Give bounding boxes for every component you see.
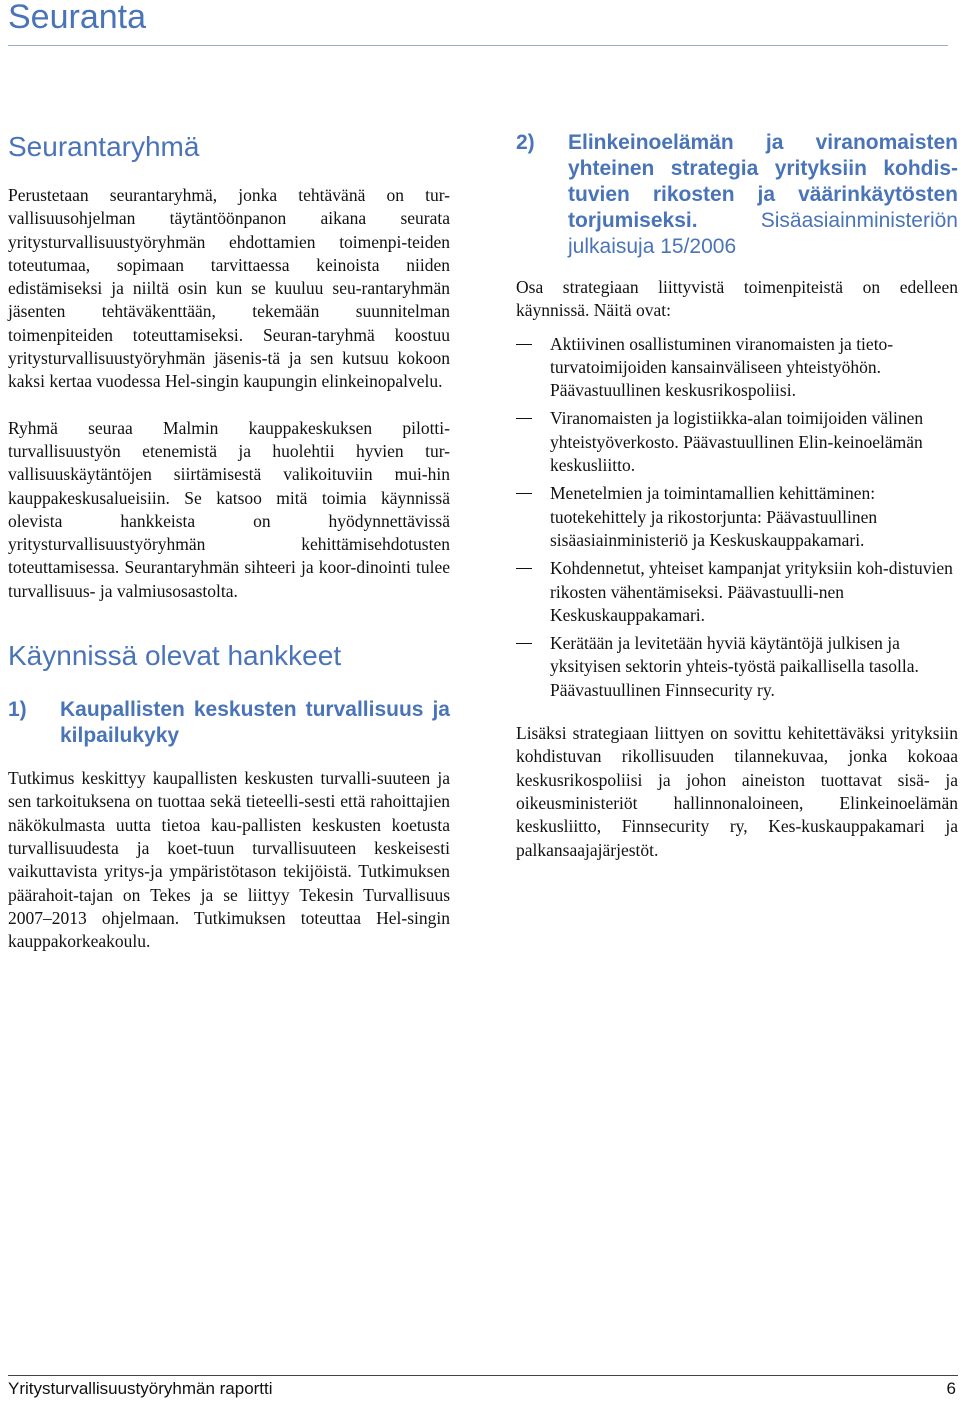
section-title-seurantaryhma: Seurantaryhmä [8,131,200,162]
subheading-title: Kaupallisten keskusten turvallisuus ja kilpailukyky [60,698,450,748]
paragraph-seurantaryhma-1: Perustetaan seurantaryhmä, jonka tehtävänä on tur-vallisuusohjelman täytäntöönpanon aikana seurata yritysturvallisuustyöryhmän ehdottamien toimenpi-teiden toteutumaa, sopimaan tarvittaessa keinoista niiden edistämiseksi ja niiltä osin kun se kuuluu seu-rantaryhmän jäsenten tehtäväkenttään, tekemään suunnitelman toimenpiteiden toteuttamiseksi. Seuran-taryhmä koostuu yritysturvallisuustyöryhmän jäsenis-tä ja sen kutsuu kokoon kaksi kertaa vuodessa Hel-singin kaupungin elinkeinopalvelu. [8,185,450,392]
paragraph-strategy-intro: Osa strategiaan liittyvistä toimenpiteistä on edelleen käynnissä. Näitä ovat: [516,277,958,321]
subheading-number: 1) [8,698,27,722]
subheading-project-2 [516,130,958,260]
footer-page-number: 6 [946,1379,956,1398]
section-title-kaynnissa: Käynnissä olevat hankkeet [8,640,342,672]
list-item: Kohdennetut, yhteiset kampanjat yrityksiin koh-distuvien rikosten vähentämiseksi. Päävastuulli-nen Keskuskauppakamari. [516,557,958,627]
dash-bullet-icon [516,493,532,494]
list-item: Viranomaisten ja logistiikka-alan toimijoiden välinen yhteistyöverkosto. Päävastuullinen Elin-keinoelämän keskusliitto. [516,407,958,477]
dash-bullet-icon [516,344,532,345]
paragraph-strategy-outro: Lisäksi strategiaan liittyen on sovittu kehitettäväksi yrityksiin kohdistuvan rikollisuuden tilannekuvaa, jonka kokoaa keskusrikospoliisi ja johon aineiston tuottavat sisä- ja oikeusministeriöt hallinnonaloineen, Elinkeinoelämän keskusliitto, Finnsecurity ry, Kes-kuskauppakamari ja palkansaajajärjestöt. [516,723,958,860]
dash-bullet-icon [516,418,532,419]
paragraph-project-1: Tutkimus keskittyy kaupallisten keskusten turvalli-suuteen ja sen tarkoituksena on tuottaa sekä tieteelli-sesti että rahoittajien näkökulmasta uutta tietoa kau-pallisten keskusten koetusta turvallisuudesta ja koet-tuun turvallisuuteen keskeisesti vaikuttavista yritys-ja ympäristötason tekijöistä. Tutkimuksen päärahoit-tajan on Tekes ja se liittyy Tekesin Turvallisuus 2007–2013 ohjelmaan. Tutkimuksen toteuttaa Hel-singin kauppakorkeakoulu. [8,768,450,952]
list-item: Menetelmien ja toimintamallien kehittäminen: tuotekehittely ja rikostorjunta: Päävastuullinen sisäasiainministeriö ja Keskuskauppakamari. [516,482,958,552]
dash-bullet-icon [516,568,532,569]
subheading-title-block [568,130,958,260]
dash-bullet-icon [516,643,532,644]
measures-list [516,333,958,702]
subheading-project-1 [8,697,450,749]
list-item: Kerätään ja levitetään hyviä käytäntöjä julkisen ja yksityisen sektorin yhteis-työstä paikallisella tasolla. Päävastuullinen Finnsecurity ry. [516,632,958,702]
list-item: Aktiivinen osallistuminen viranomaisten ja tieto-turvatoimijoiden kansainväliseen yhteistyöhön. Päävastuullinen keskusrikospoliisi. [516,333,958,403]
right-column [516,130,958,862]
subheading-number: 2) [516,131,535,154]
header-divider [8,45,948,46]
footer-divider [8,1375,958,1376]
subheading-title: Elinkeinoelämän ja viranomaisten yhteinen strategia yrityksiin kohdis-tuvien rikosten ja väärinkäytösten torjumiseksi. [568,131,958,232]
page-header-title: Seuranta [8,0,146,36]
left-column [8,130,450,953]
footer-report-name: Yritysturvallisuustyöryhmän raportti [8,1379,273,1398]
paragraph-seurantaryhma-2: Ryhmä seuraa Malmin kauppakeskuksen pilotti-turvallisuustyön etenemistä ja huolehtii hyvien tur-vallisuuskäytäntöjen siirtämisestä valikoituviin mui-hin kauppakeskusalueisiin. Se katsoo mitä toimia käynnissä olevista hankkeista on hyödynnettävissä yritysturvallisuustyöryhmän kehittämisehdotusten toteuttamisessa. Seurantaryhmän sihteeri ja koor-dinointi tulee turvallisuus- ja valmiusosastolta. [8,417,450,601]
subheading-source: Sisäasiainministeriön julkaisuja 15/2006 [568,209,958,258]
